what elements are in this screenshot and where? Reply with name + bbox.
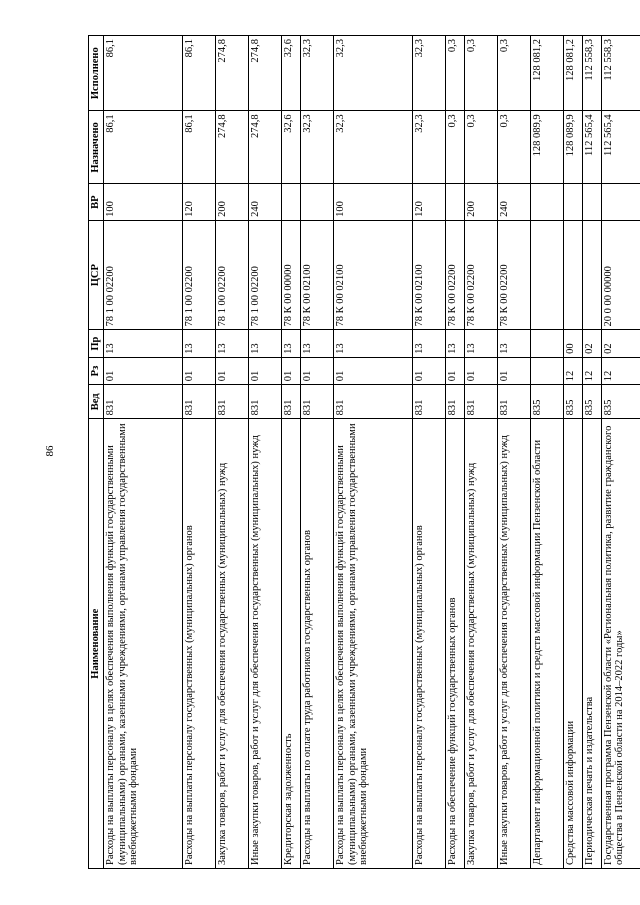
header-ved: Вед [89, 385, 104, 419]
row-pr: 13 [248, 330, 281, 357]
row-rz: 01 [412, 357, 445, 384]
row-ved: 831 [412, 385, 445, 419]
row-planned: 86,1 [103, 111, 182, 184]
table-row [497, 36, 530, 869]
row-pr: 13 [445, 330, 464, 357]
row-pr: 13 [333, 330, 412, 357]
row-executed: 274,8 [215, 36, 248, 111]
row-executed: 32,6 [281, 36, 300, 111]
row-planned: 32,3 [333, 111, 412, 184]
row-csr: 78 1 00 02200 [103, 220, 182, 330]
table-row [582, 36, 601, 869]
row-name: Государственная программа Пензенской области «Региональная политика, развитие гражданского общества в Пензенской области на 2014–2022 годы» [601, 419, 640, 869]
header-vr: ВР [89, 184, 104, 221]
table-row [215, 36, 248, 869]
row-csr: 78 1 00 02200 [215, 220, 248, 330]
rotated-table-container [88, 35, 640, 869]
row-rz: 01 [103, 357, 182, 384]
row-rz: 01 [445, 357, 464, 384]
row-name: Расходы на выплаты по оплате труда работников государственных органов [300, 419, 333, 869]
row-planned: 128 089,9 [563, 111, 582, 184]
row-pr: 13 [300, 330, 333, 357]
row-rz: 01 [497, 357, 530, 384]
header-csr: ЦСР [89, 220, 104, 330]
row-rz: 01 [464, 357, 497, 384]
row-vr [563, 184, 582, 221]
table-row [601, 36, 640, 869]
row-name: Расходы на выплаты персоналу государственных (муниципальных) органов [412, 419, 445, 869]
row-name: Расходы на обеспечение функций государственных органов [445, 419, 464, 869]
row-vr [530, 184, 563, 221]
row-ved: 831 [497, 385, 530, 419]
row-pr: 00 [563, 330, 582, 357]
row-vr: 100 [103, 184, 182, 221]
row-csr: 20 0 00 00000 [601, 220, 640, 330]
row-csr: 78 К 00 02100 [300, 220, 333, 330]
row-rz: 01 [333, 357, 412, 384]
row-executed: 0,3 [445, 36, 464, 111]
row-csr [582, 220, 601, 330]
row-name: Расходы на выплаты персоналу в целях обеспечения выполнения функций государственными (муниципальными) органами, казенными учреждениями, органами управления государственными внебюджетными фондами [333, 419, 412, 869]
row-executed: 32,3 [333, 36, 412, 111]
table-header-row [89, 36, 104, 869]
page-number: 86 [44, 445, 56, 457]
row-ved: 831 [281, 385, 300, 419]
row-rz: 01 [182, 357, 215, 384]
row-planned: 274,8 [248, 111, 281, 184]
row-planned: 128 089,9 [530, 111, 563, 184]
row-name: Закупка товаров, работ и услуг для обеспечения государственных (муниципальных) нужд [464, 419, 497, 869]
table-row [281, 36, 300, 869]
row-rz [530, 357, 563, 384]
header-planned: Назначено [89, 111, 104, 184]
row-executed: 128 081,2 [563, 36, 582, 111]
header-pr: Пр [89, 330, 104, 357]
row-pr: 13 [281, 330, 300, 357]
header-executed: Исполнено [89, 36, 104, 111]
row-planned: 32,6 [281, 111, 300, 184]
row-executed: 86,1 [103, 36, 182, 111]
row-executed: 0,3 [464, 36, 497, 111]
row-vr [445, 184, 464, 221]
row-csr: 78 К 00 02100 [333, 220, 412, 330]
row-pr: 02 [601, 330, 640, 357]
header-rz: Рз [89, 357, 104, 384]
row-planned: 32,3 [300, 111, 333, 184]
row-vr: 100 [333, 184, 412, 221]
row-csr: 78 К 00 02100 [412, 220, 445, 330]
row-ved: 831 [464, 385, 497, 419]
row-planned: 86,1 [182, 111, 215, 184]
row-rz: 01 [300, 357, 333, 384]
row-csr [530, 220, 563, 330]
row-planned: 32,3 [412, 111, 445, 184]
table-row [182, 36, 215, 869]
row-ved: 831 [333, 385, 412, 419]
row-executed: 86,1 [182, 36, 215, 111]
table-row [103, 36, 182, 869]
row-executed: 274,8 [248, 36, 281, 111]
table-row [530, 36, 563, 869]
row-executed: 32,3 [412, 36, 445, 111]
row-ved: 835 [601, 385, 640, 419]
row-vr [281, 184, 300, 221]
row-ved: 831 [248, 385, 281, 419]
row-planned: 112 565,4 [582, 111, 601, 184]
row-pr: 13 [215, 330, 248, 357]
row-csr: 78 К 00 00000 [281, 220, 300, 330]
row-ved: 835 [582, 385, 601, 419]
row-vr: 120 [412, 184, 445, 221]
row-vr: 240 [248, 184, 281, 221]
row-name: Расходы на выплаты персоналу в целях обеспечения выполнения функций государственными (муниципальными) органами, казенными учреждениями, органами управления государственными внебюджетными фондами [103, 419, 182, 869]
row-pr: 13 [182, 330, 215, 357]
row-vr [300, 184, 333, 221]
header-name: Наименование [89, 419, 104, 869]
row-rz: 12 [582, 357, 601, 384]
row-csr: 78 1 00 02200 [248, 220, 281, 330]
row-planned: 0,3 [445, 111, 464, 184]
row-rz: 12 [563, 357, 582, 384]
row-planned: 112 565,4 [601, 111, 640, 184]
row-planned: 0,3 [464, 111, 497, 184]
row-rz: 01 [215, 357, 248, 384]
row-vr: 200 [464, 184, 497, 221]
table-row [464, 36, 497, 869]
table-row [563, 36, 582, 869]
table-row [333, 36, 412, 869]
row-csr [563, 220, 582, 330]
budget-table [88, 35, 640, 869]
row-ved: 835 [530, 385, 563, 419]
table-row [412, 36, 445, 869]
row-pr [530, 330, 563, 357]
row-name: Департамент информационной политики и средств массовой информации Пензенской области [530, 419, 563, 869]
row-ved: 831 [445, 385, 464, 419]
row-csr: 78 1 00 02200 [182, 220, 215, 330]
row-pr: 13 [103, 330, 182, 357]
row-csr: 78 К 00 02200 [497, 220, 530, 330]
row-vr [601, 184, 640, 221]
row-pr: 13 [464, 330, 497, 357]
row-planned: 274,8 [215, 111, 248, 184]
row-executed: 0,3 [497, 36, 530, 111]
row-executed: 128 081,2 [530, 36, 563, 111]
row-pr: 02 [582, 330, 601, 357]
row-name: Иные закупки товаров, работ и услуг для обеспечения государственных (муниципальных) нужд [497, 419, 530, 869]
row-ved: 835 [563, 385, 582, 419]
row-ved: 831 [300, 385, 333, 419]
row-name: Кредиторская задолженность [281, 419, 300, 869]
row-ved: 831 [215, 385, 248, 419]
row-planned: 0,3 [497, 111, 530, 184]
row-pr: 13 [497, 330, 530, 357]
table-row [248, 36, 281, 869]
row-vr: 120 [182, 184, 215, 221]
row-name: Периодическая печать и издательства [582, 419, 601, 869]
row-name: Закупка товаров, работ и услуг для обеспечения государственных (муниципальных) нужд [215, 419, 248, 869]
row-executed: 112 558,3 [582, 36, 601, 111]
row-rz: 01 [281, 357, 300, 384]
row-csr: 78 К 00 02200 [445, 220, 464, 330]
row-vr: 200 [215, 184, 248, 221]
row-executed: 32,3 [300, 36, 333, 111]
row-vr [582, 184, 601, 221]
row-pr: 13 [412, 330, 445, 357]
row-rz: 01 [248, 357, 281, 384]
row-name: Средства массовой информации [563, 419, 582, 869]
row-rz: 12 [601, 357, 640, 384]
table-row [445, 36, 464, 869]
row-ved: 831 [182, 385, 215, 419]
row-executed: 112 558,3 [601, 36, 640, 111]
row-csr: 78 К 00 02200 [464, 220, 497, 330]
row-vr: 240 [497, 184, 530, 221]
table-row [300, 36, 333, 869]
row-name: Расходы на выплаты персоналу государственных (муниципальных) органов [182, 419, 215, 869]
row-ved: 831 [103, 385, 182, 419]
row-name: Иные закупки товаров, работ и услуг для обеспечения государственных (муниципальных) нужд [248, 419, 281, 869]
